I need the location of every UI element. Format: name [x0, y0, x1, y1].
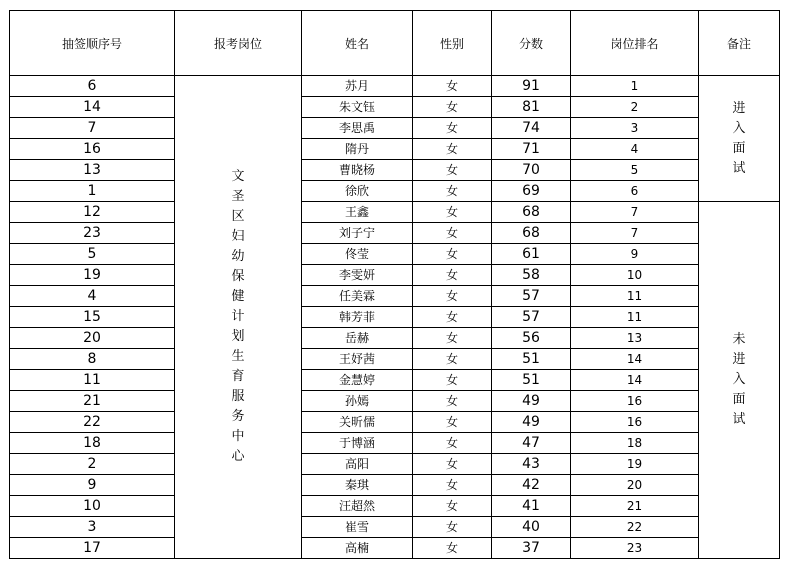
score-cell: 51 [492, 349, 571, 370]
name-cell: 孙嫣 [302, 391, 413, 412]
position-text: 文圣区妇幼保健计划生育服务中心 [231, 169, 245, 464]
remark-passed-text: 进入面试 [732, 100, 746, 176]
rank-cell: 2 [571, 97, 699, 118]
remark-failed-text: 未进入面试 [732, 332, 746, 427]
score-cell: 61 [492, 244, 571, 265]
gender-cell: 女 [413, 76, 492, 97]
name-cell: 朱文钰 [302, 97, 413, 118]
draw-number-cell: 6 [10, 76, 175, 97]
draw-number-cell: 1 [10, 181, 175, 202]
draw-number-cell: 21 [10, 391, 175, 412]
table-row [10, 517, 780, 538]
rank-cell: 16 [571, 412, 699, 433]
rank-cell: 4 [571, 139, 699, 160]
gender-cell: 女 [413, 328, 492, 349]
header-rank: 岗位排名 [571, 11, 699, 76]
rank-cell: 21 [571, 496, 699, 517]
name-cell: 徐欣 [302, 181, 413, 202]
gender-cell: 女 [413, 496, 492, 517]
table-row [10, 538, 780, 559]
rank-cell: 5 [571, 160, 699, 181]
score-cell: 57 [492, 307, 571, 328]
table-row [10, 181, 780, 202]
score-cell: 91 [492, 76, 571, 97]
rank-cell: 11 [571, 286, 699, 307]
draw-number-cell: 10 [10, 496, 175, 517]
header-row [10, 11, 780, 76]
name-cell: 汪超然 [302, 496, 413, 517]
score-cell: 81 [492, 97, 571, 118]
score-cell: 70 [492, 160, 571, 181]
rank-cell: 6 [571, 181, 699, 202]
name-cell: 崔雪 [302, 517, 413, 538]
gender-cell: 女 [413, 370, 492, 391]
table-row [10, 265, 780, 286]
score-cell: 42 [492, 475, 571, 496]
header-remark: 备注 [699, 11, 780, 76]
rank-cell: 3 [571, 118, 699, 139]
gender-cell: 女 [413, 202, 492, 223]
score-cell: 37 [492, 538, 571, 559]
rank-cell: 10 [571, 265, 699, 286]
gender-cell: 女 [413, 538, 492, 559]
score-cell: 41 [492, 496, 571, 517]
rank-cell: 11 [571, 307, 699, 328]
header-draw-number: 抽签顺序号 [10, 11, 175, 76]
name-cell: 李雯妍 [302, 265, 413, 286]
gender-cell: 女 [413, 118, 492, 139]
gender-cell: 女 [413, 181, 492, 202]
rank-cell: 7 [571, 202, 699, 223]
score-cell: 57 [492, 286, 571, 307]
gender-cell: 女 [413, 160, 492, 181]
name-cell: 岳赫 [302, 328, 413, 349]
table-row [10, 118, 780, 139]
table-row [10, 76, 780, 97]
table-row [10, 412, 780, 433]
score-cell: 68 [492, 202, 571, 223]
gender-cell: 女 [413, 244, 492, 265]
gender-cell: 女 [413, 265, 492, 286]
table-row [10, 244, 780, 265]
score-cell: 58 [492, 265, 571, 286]
gender-cell: 女 [413, 223, 492, 244]
draw-number-cell: 2 [10, 454, 175, 475]
table-row [10, 307, 780, 328]
remark-failed-cell [699, 202, 780, 559]
name-cell: 王鑫 [302, 202, 413, 223]
score-cell: 56 [492, 328, 571, 349]
name-cell: 苏月 [302, 76, 413, 97]
draw-number-cell: 22 [10, 412, 175, 433]
name-cell: 秦琪 [302, 475, 413, 496]
gender-cell: 女 [413, 454, 492, 475]
score-cell: 43 [492, 454, 571, 475]
rank-cell: 14 [571, 370, 699, 391]
score-cell: 74 [492, 118, 571, 139]
table-row [10, 223, 780, 244]
table-row [10, 433, 780, 454]
rank-cell: 14 [571, 349, 699, 370]
rank-cell: 1 [571, 76, 699, 97]
score-cell: 51 [492, 370, 571, 391]
draw-number-cell: 15 [10, 307, 175, 328]
name-cell: 韩芳菲 [302, 307, 413, 328]
table-row [10, 202, 780, 223]
table-row [10, 286, 780, 307]
gender-cell: 女 [413, 475, 492, 496]
draw-number-cell: 13 [10, 160, 175, 181]
gender-cell: 女 [413, 97, 492, 118]
remark-passed-cell [699, 76, 780, 202]
name-cell: 佟莹 [302, 244, 413, 265]
table-row [10, 475, 780, 496]
draw-number-cell: 18 [10, 433, 175, 454]
draw-number-cell: 8 [10, 349, 175, 370]
name-cell: 隋丹 [302, 139, 413, 160]
header-position: 报考岗位 [175, 11, 302, 76]
rank-cell: 20 [571, 475, 699, 496]
draw-number-cell: 23 [10, 223, 175, 244]
header-name: 姓名 [302, 11, 413, 76]
gender-cell: 女 [413, 286, 492, 307]
gender-cell: 女 [413, 433, 492, 454]
table-row [10, 391, 780, 412]
draw-number-cell: 3 [10, 517, 175, 538]
name-cell: 曹晓杨 [302, 160, 413, 181]
rank-cell: 19 [571, 454, 699, 475]
name-cell: 金慧婷 [302, 370, 413, 391]
draw-number-cell: 7 [10, 118, 175, 139]
gender-cell: 女 [413, 391, 492, 412]
score-cell: 71 [492, 139, 571, 160]
gender-cell: 女 [413, 517, 492, 538]
table-row [10, 160, 780, 181]
table-row [10, 328, 780, 349]
table-body [10, 76, 780, 559]
table-row [10, 97, 780, 118]
rank-cell: 9 [571, 244, 699, 265]
table-row [10, 496, 780, 517]
gender-cell: 女 [413, 412, 492, 433]
draw-number-cell: 17 [10, 538, 175, 559]
name-cell: 任美霖 [302, 286, 413, 307]
gender-cell: 女 [413, 307, 492, 328]
table-row [10, 370, 780, 391]
draw-number-cell: 14 [10, 97, 175, 118]
score-cell: 69 [492, 181, 571, 202]
draw-number-cell: 11 [10, 370, 175, 391]
rank-cell: 13 [571, 328, 699, 349]
table-row [10, 349, 780, 370]
score-cell: 49 [492, 391, 571, 412]
draw-number-cell: 16 [10, 139, 175, 160]
draw-number-cell: 12 [10, 202, 175, 223]
rank-cell: 7 [571, 223, 699, 244]
score-table [9, 10, 780, 559]
name-cell: 高楠 [302, 538, 413, 559]
score-cell: 68 [492, 223, 571, 244]
name-cell: 刘子宁 [302, 223, 413, 244]
header-score: 分数 [492, 11, 571, 76]
name-cell: 李思禹 [302, 118, 413, 139]
name-cell: 王妤茜 [302, 349, 413, 370]
draw-number-cell: 19 [10, 265, 175, 286]
rank-cell: 16 [571, 391, 699, 412]
name-cell: 于博涵 [302, 433, 413, 454]
name-cell: 高阳 [302, 454, 413, 475]
rank-cell: 18 [571, 433, 699, 454]
position-cell [175, 76, 302, 559]
draw-number-cell: 5 [10, 244, 175, 265]
table-row [10, 139, 780, 160]
rank-cell: 22 [571, 517, 699, 538]
score-cell: 49 [492, 412, 571, 433]
draw-number-cell: 4 [10, 286, 175, 307]
score-cell: 47 [492, 433, 571, 454]
header-gender: 性别 [413, 11, 492, 76]
table-row [10, 454, 780, 475]
gender-cell: 女 [413, 139, 492, 160]
score-cell: 40 [492, 517, 571, 538]
rank-cell: 23 [571, 538, 699, 559]
draw-number-cell: 20 [10, 328, 175, 349]
draw-number-cell: 9 [10, 475, 175, 496]
gender-cell: 女 [413, 349, 492, 370]
name-cell: 关昕儒 [302, 412, 413, 433]
